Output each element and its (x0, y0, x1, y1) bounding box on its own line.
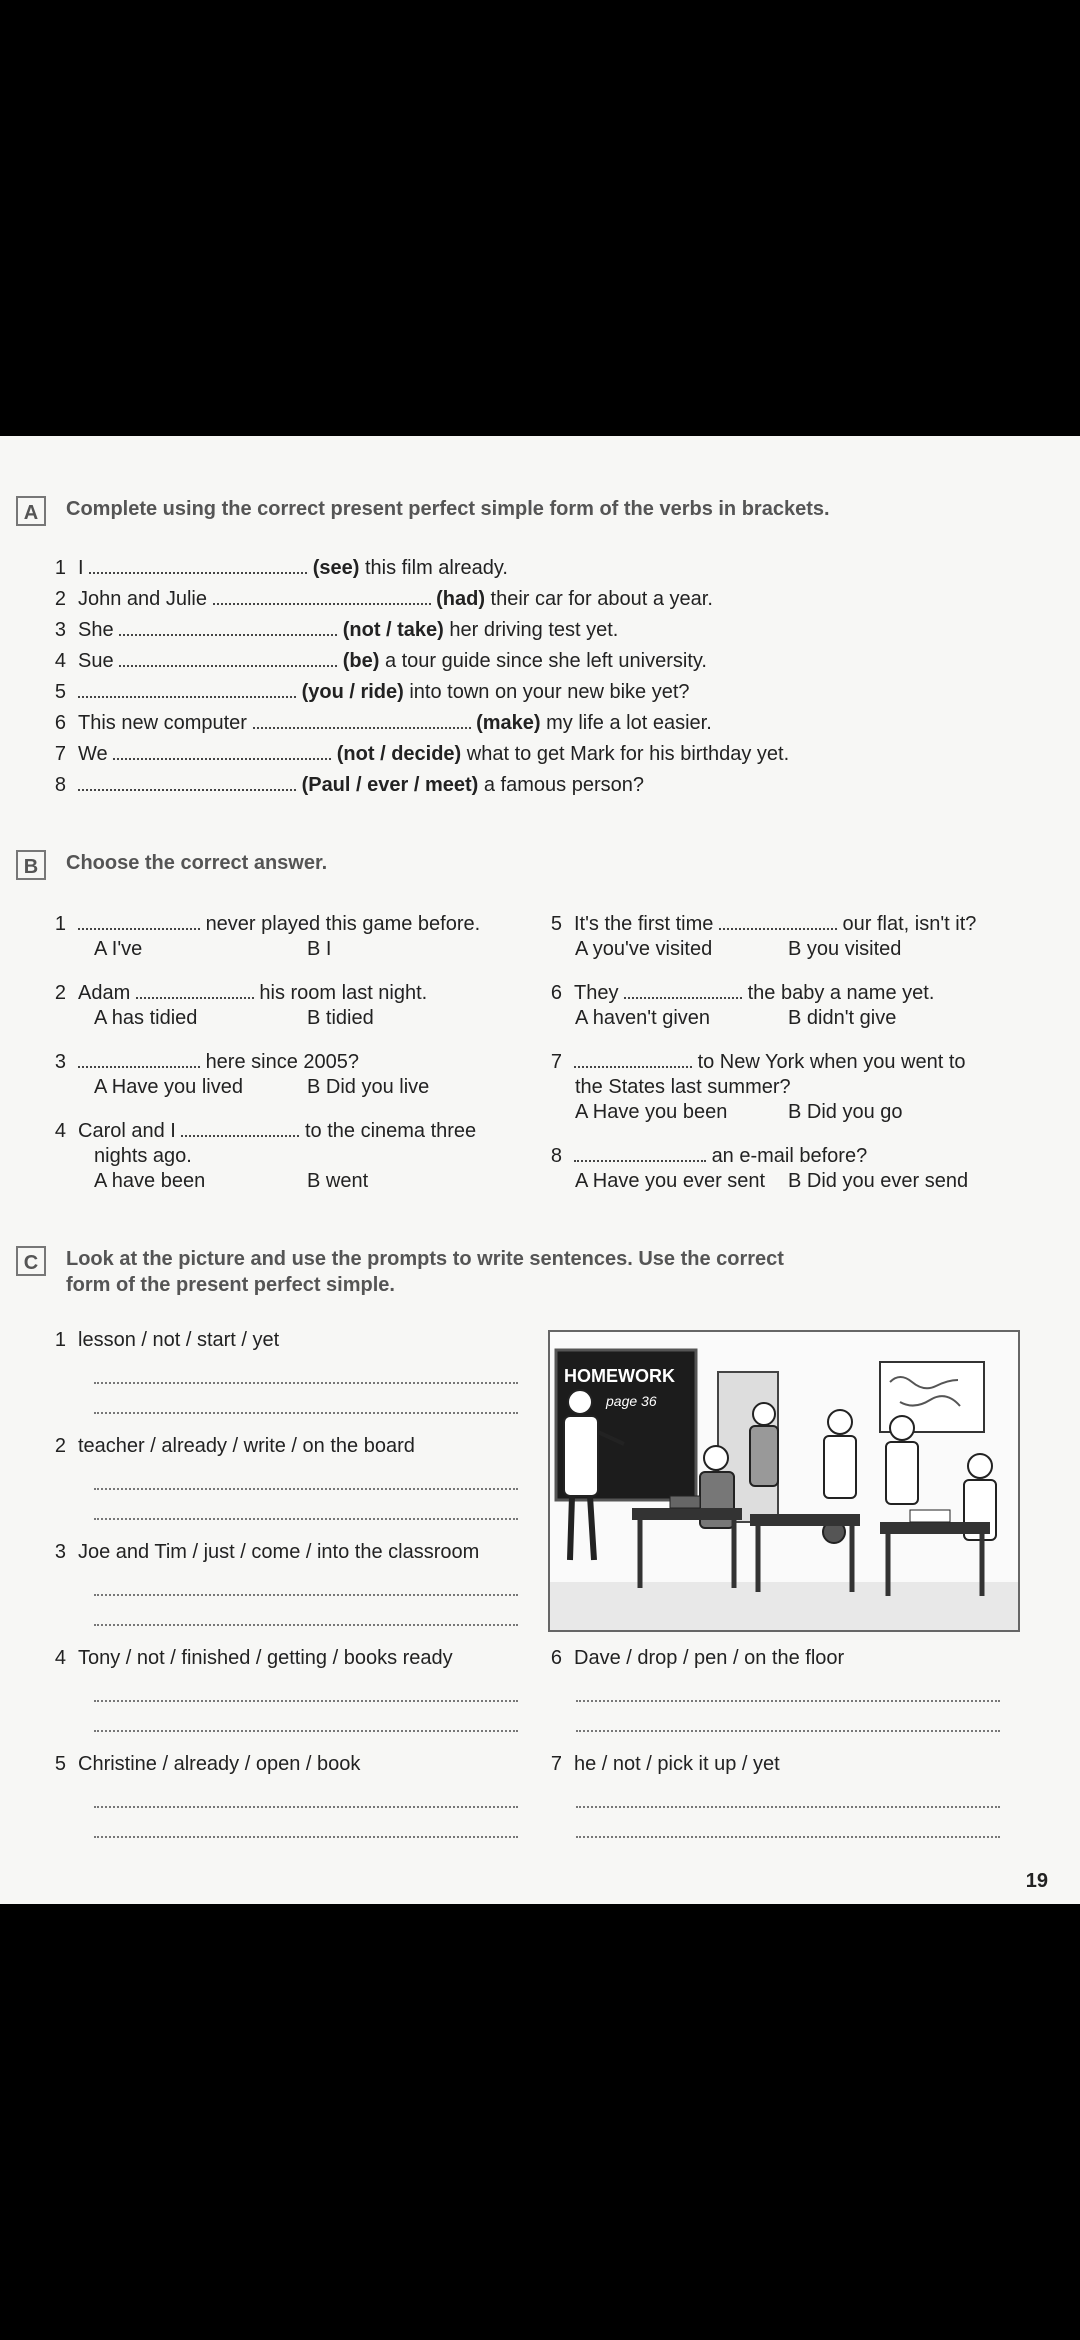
exercise-a-6: 6 This new computer (make) my life a lot easier. (54, 712, 712, 734)
section-b-letter: B (16, 850, 46, 880)
blank[interactable] (119, 618, 337, 636)
section-a-header (16, 496, 830, 526)
blank[interactable] (78, 680, 296, 698)
answer-line[interactable] (576, 1806, 1000, 1808)
question-b-8: 8 an e-mail before? (550, 1145, 868, 1167)
blank[interactable] (119, 649, 337, 667)
exercise-a-3: 3 She (not / take) her driving test yet. (54, 619, 619, 641)
section-c-instruction-2: form of the present perfect simple. (66, 1274, 395, 1296)
exercise-a-1: 1 I (see) this film already. (54, 557, 508, 579)
option-b-2b[interactable]: B tidied (307, 1007, 374, 1029)
question-b-5: 5 It's the first time our flat, isn't it? (550, 913, 977, 935)
question-b-7: 7 to New York when you went to (550, 1051, 966, 1073)
workbook-page (0, 436, 1080, 1904)
answer-line[interactable] (94, 1624, 518, 1626)
section-c-header (16, 1246, 784, 1298)
section-b-header (16, 850, 327, 880)
prompt-c-6: 6 Dave / drop / pen / on the floor (550, 1647, 845, 1669)
answer-line[interactable] (94, 1382, 518, 1384)
question-b-6: 6 They the baby a name yet. (550, 982, 935, 1004)
blank[interactable] (78, 1050, 200, 1068)
blank[interactable] (181, 1119, 299, 1137)
answer-line[interactable] (576, 1700, 1000, 1702)
question-b-7-line2: the States last summer? (575, 1076, 791, 1098)
question-b-3: 3 here since 2005? (54, 1051, 360, 1073)
option-b-6a[interactable]: A haven't given (575, 1007, 711, 1029)
option-b-5a[interactable]: A you've visited (575, 938, 713, 960)
blank[interactable] (253, 711, 471, 729)
answer-line[interactable] (94, 1806, 518, 1808)
section-b-instruction: Choose the correct answer. (66, 852, 328, 874)
blank[interactable] (136, 981, 254, 999)
blank[interactable] (574, 1144, 706, 1162)
prompt-c-3: 3 Joe and Tim / just / come / into the classroom (54, 1541, 480, 1563)
prompt-c-4: 4 Tony / not / finished / getting / books ready (54, 1647, 453, 1669)
section-c-letter: C (16, 1246, 46, 1276)
answer-line[interactable] (94, 1730, 518, 1732)
question-b-4: 4 Carol and I to the cinema three (54, 1120, 477, 1142)
blank[interactable] (213, 587, 431, 605)
prompt-c-1: 1 lesson / not / start / yet (54, 1329, 280, 1351)
answer-line[interactable] (94, 1412, 518, 1414)
option-b-4b[interactable]: B went (307, 1170, 369, 1192)
option-b-8b[interactable]: B Did you ever send (788, 1170, 969, 1192)
question-b-1: 1 never played this game before. (54, 913, 481, 935)
exercise-a-2: 2 John and Julie (had) their car for about a year. (54, 588, 713, 610)
section-a-instruction: Complete using the correct present perfect simple form of the verbs in brackets. (66, 498, 830, 520)
board-text-page: page 36 (606, 1393, 657, 1409)
blank[interactable] (719, 912, 837, 930)
option-b-1a[interactable]: A I've (94, 938, 143, 960)
blank[interactable] (574, 1050, 692, 1068)
exercise-a-4: 4 Sue (be) a tour guide since she left university. (54, 650, 707, 672)
answer-line[interactable] (94, 1488, 518, 1490)
answer-line[interactable] (94, 1836, 518, 1838)
question-b-4-line2: nights ago. (94, 1145, 192, 1167)
option-b-3a[interactable]: A Have you lived (94, 1076, 243, 1098)
page-number: 19 (1025, 1870, 1048, 1892)
prompt-c-2: 2 teacher / already / write / on the board (54, 1435, 415, 1457)
section-c-instruction-1: Look at the picture and use the prompts to write sentences. Use the correct (66, 1248, 784, 1270)
prompt-c-5: 5 Christine / already / open / book (54, 1753, 361, 1775)
option-b-2a[interactable]: A has tidied (94, 1007, 198, 1029)
section-a-letter: A (16, 496, 46, 526)
exercise-a-5: 5 (you / ride) into town on your new bike yet? (54, 681, 690, 703)
board-text-homework: HOMEWORK (564, 1366, 675, 1386)
blank[interactable] (624, 981, 742, 999)
answer-line[interactable] (576, 1730, 1000, 1732)
blank[interactable] (113, 742, 331, 760)
option-b-8a[interactable]: A Have you ever sent (575, 1170, 766, 1192)
blank[interactable] (78, 912, 200, 930)
prompt-c-7: 7 he / not / pick it up / yet (550, 1753, 780, 1775)
answer-line[interactable] (94, 1518, 518, 1520)
option-b-7b[interactable]: B Did you go (788, 1101, 903, 1123)
classroom-picture (548, 1330, 1020, 1632)
option-b-7a[interactable]: A Have you been (575, 1101, 728, 1123)
exercise-a-8: 8 (Paul / ever / meet) a famous person? (54, 774, 644, 796)
answer-line[interactable] (576, 1836, 1000, 1838)
exercise-a-7: 7 We (not / decide) what to get Mark for his birthday yet. (54, 743, 790, 765)
option-b-1b[interactable]: B I (307, 938, 332, 960)
question-b-2: 2 Adam his room last night. (54, 982, 428, 1004)
option-b-4a[interactable]: A have been (94, 1170, 206, 1192)
option-b-3b[interactable]: B Did you live (307, 1076, 430, 1098)
answer-line[interactable] (94, 1700, 518, 1702)
option-b-5b[interactable]: B you visited (788, 938, 902, 960)
classroom-illustration (550, 1332, 1018, 1630)
option-b-6b[interactable]: B didn't give (788, 1007, 897, 1029)
blank[interactable] (78, 773, 296, 791)
blank[interactable] (89, 556, 307, 574)
answer-line[interactable] (94, 1594, 518, 1596)
